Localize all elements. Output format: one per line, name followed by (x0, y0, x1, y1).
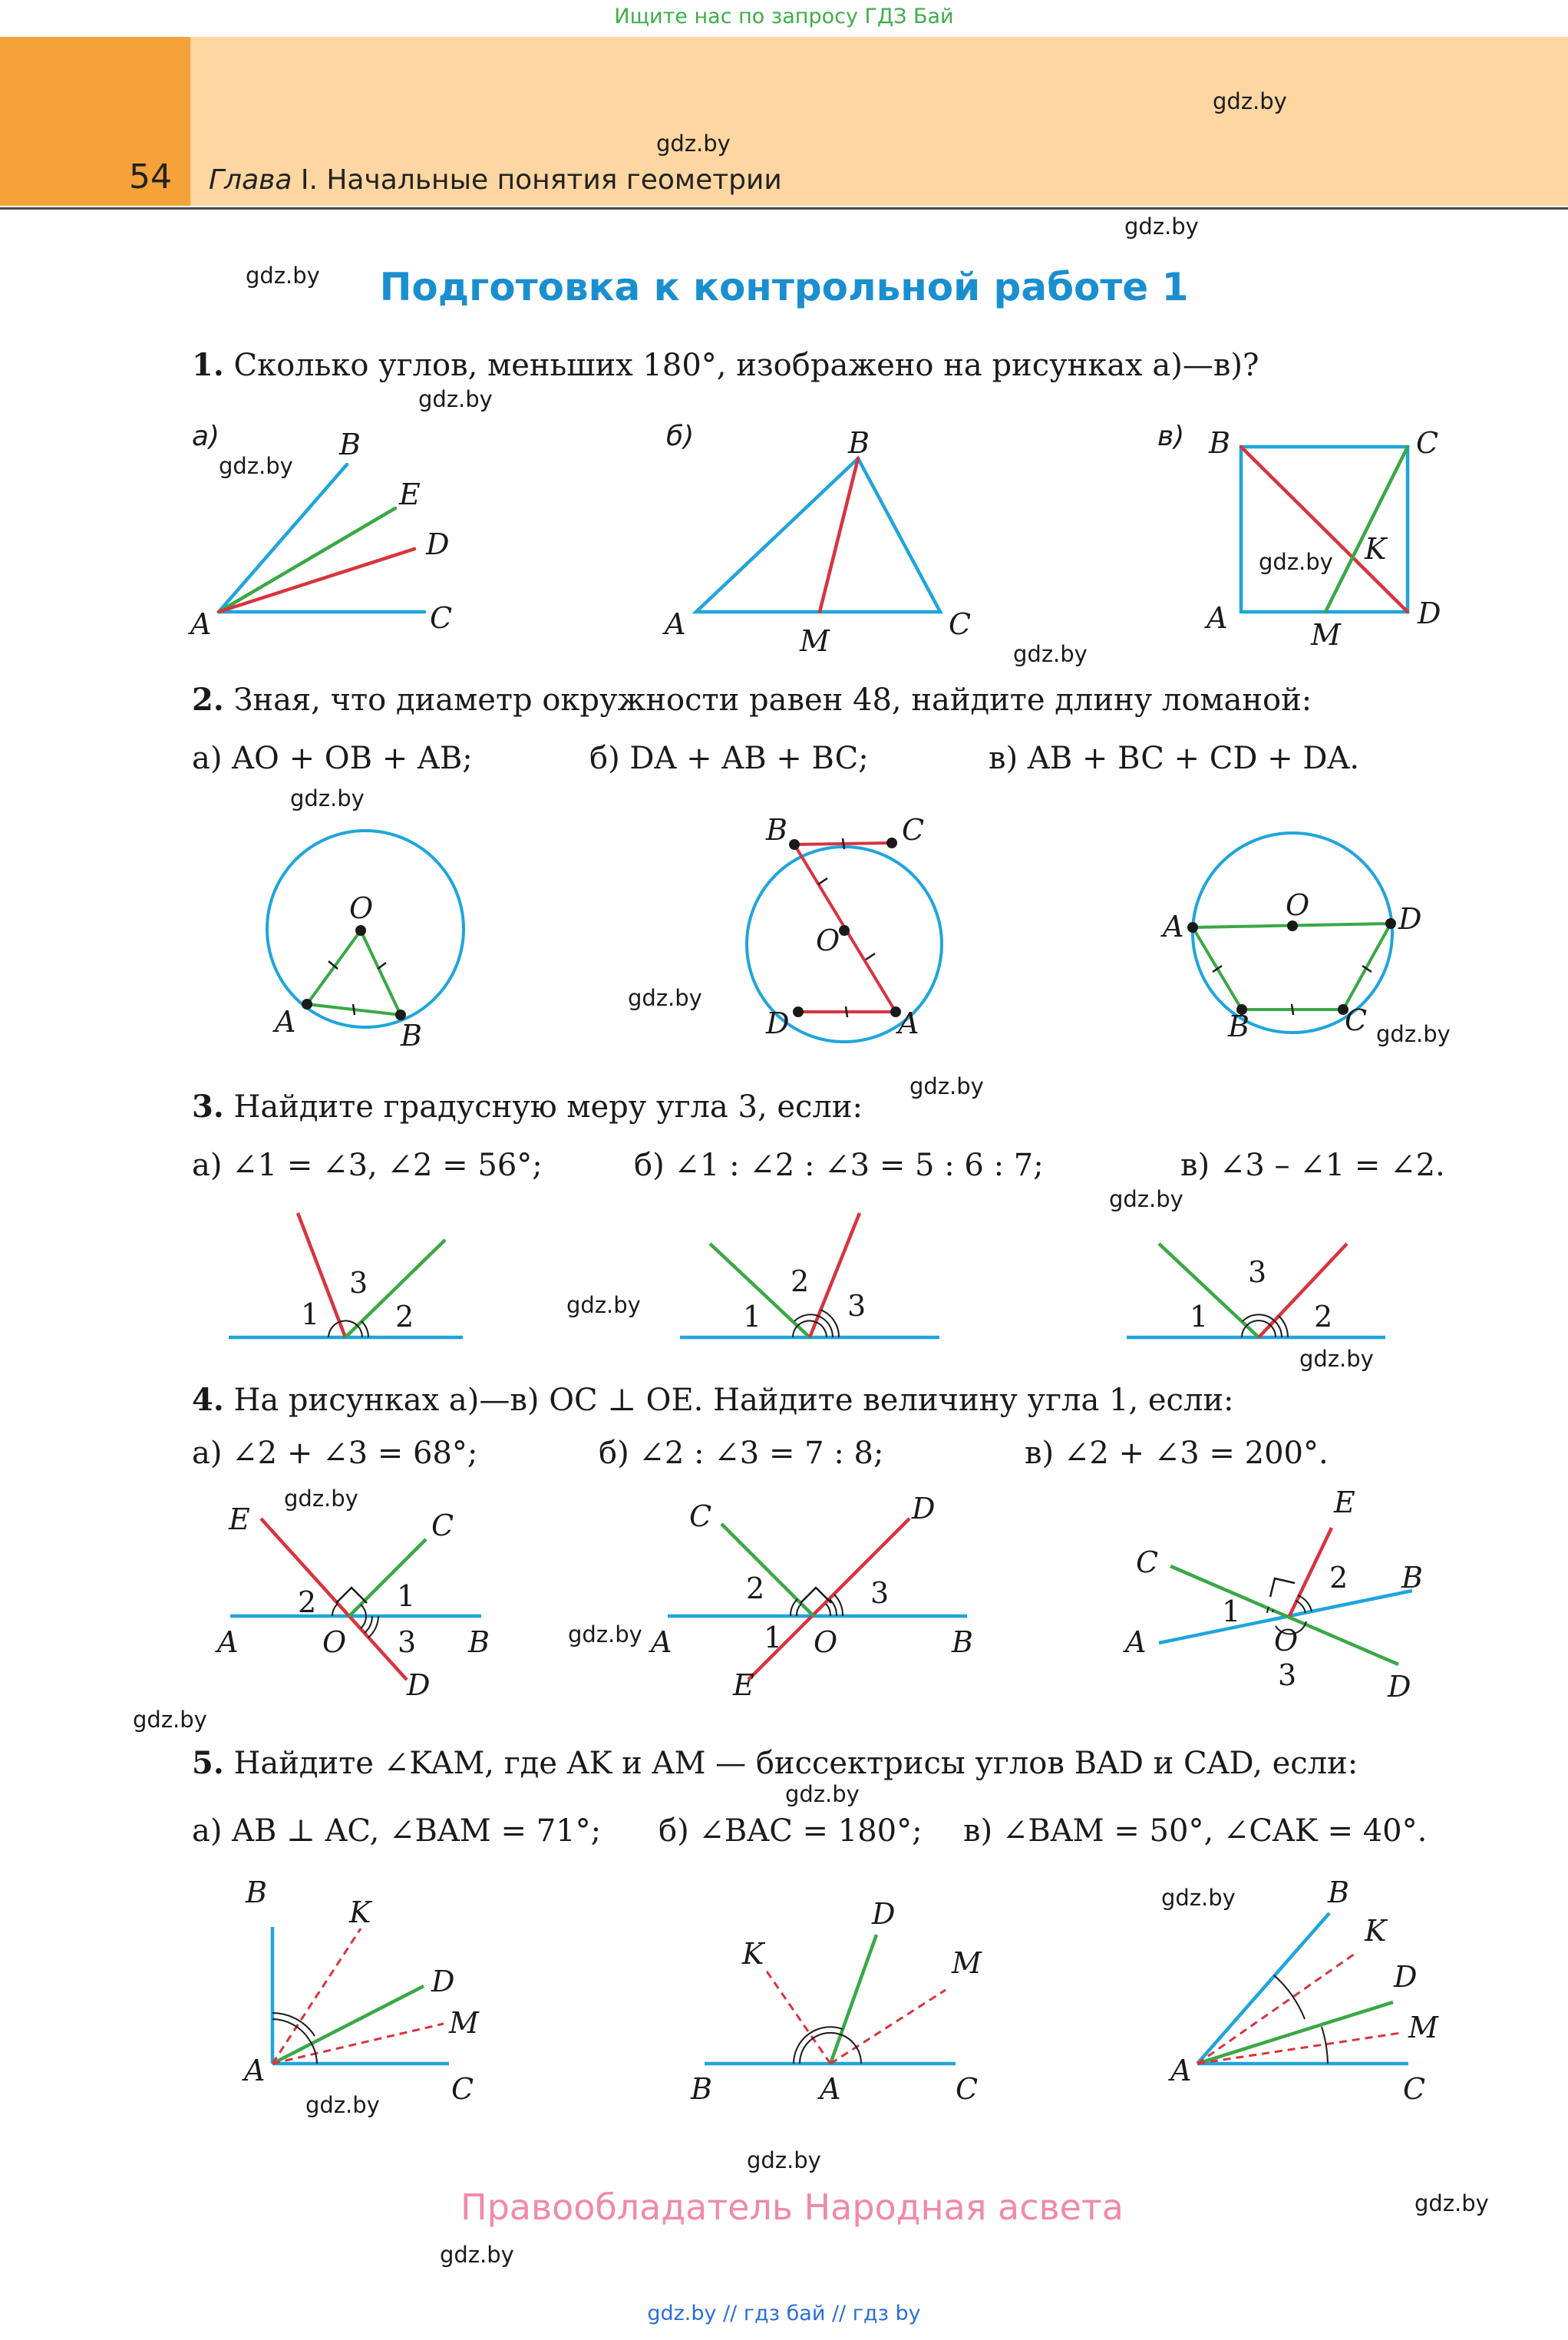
angle-label: 2 (1329, 1561, 1348, 1595)
point-label: A (275, 1005, 296, 1039)
task-number: 3. (192, 1089, 224, 1125)
task-2-sub-c: в) AB + BC + CD + DA. (989, 741, 1360, 776)
task-5-sub-b: б) ∠BAC = 180°; (659, 1813, 923, 1849)
point-label: E (733, 1668, 754, 1702)
figure-label: а) (192, 421, 220, 452)
angle-label: 2 (298, 1585, 317, 1619)
point-label: B (401, 1019, 422, 1053)
angle-label: 2 (746, 1572, 765, 1605)
angle-label: 3 (349, 1266, 368, 1300)
angle-label: 2 (791, 1264, 810, 1298)
copyright-footer: Правообладатель Народная асвета (460, 2186, 1124, 2228)
point-label: B (1328, 1876, 1349, 1909)
point-label: O (322, 1625, 347, 1659)
point-label: D (1418, 597, 1441, 630)
top-banner[interactable]: Ищите нас по запросу ГДЗ Бай (614, 5, 954, 28)
task-number: 4. (192, 1382, 224, 1418)
watermark: gdz.by (284, 1486, 358, 1512)
point-label: K (349, 1895, 371, 1929)
watermark: gdz.by (785, 1781, 860, 1807)
angle-label: 2 (395, 1300, 414, 1334)
point-label: C (689, 1499, 712, 1533)
angle-label: 3 (1278, 1658, 1297, 1692)
watermark: gdz.by (219, 453, 293, 479)
task-text: Найдите градусную меру угла 3, если: (223, 1089, 863, 1125)
point-label: B (1209, 426, 1230, 460)
point-label: B (246, 1876, 267, 1909)
angle-label: 1 (764, 1621, 783, 1654)
point-label: M (952, 1946, 982, 1980)
point-label: A (1207, 601, 1228, 635)
watermark: gdz.by (568, 1621, 642, 1648)
watermark: gdz.by (246, 263, 320, 289)
watermark: gdz.by (1299, 1346, 1374, 1372)
point-label: A (820, 2072, 841, 2106)
watermark: gdz.by (747, 2147, 821, 2173)
point-label: A (1170, 2054, 1192, 2087)
chapter-word: Глава (209, 164, 292, 196)
watermark: gdz.by (566, 1292, 641, 1318)
point-label: O (816, 924, 840, 957)
point-label: D (872, 1897, 896, 1931)
point-label: D (1388, 1670, 1411, 1704)
point-label: D (431, 1965, 455, 1998)
watermark: gdz.by (909, 1073, 984, 1099)
point-label: K (1365, 1914, 1387, 1948)
point-label: B (848, 426, 870, 460)
point-label: O (1286, 888, 1310, 922)
point-label: M (800, 624, 830, 658)
watermark: gdz.by (418, 386, 493, 412)
task-number: 1. (192, 347, 224, 383)
angle-label: 3 (398, 1625, 417, 1659)
watermark: gdz.by (656, 131, 731, 157)
point-label: A (898, 1006, 919, 1040)
point-label: B (1228, 1010, 1249, 1043)
task-4-sub-a: а) ∠2 + ∠3 = 68°; (192, 1436, 478, 1471)
page-number: 54 (129, 157, 172, 197)
figure-label: в) (1157, 421, 1185, 452)
point-label: B (339, 428, 361, 461)
angle-label: 3 (870, 1576, 890, 1610)
angle-label: 1 (301, 1297, 320, 1331)
point-label: A (651, 1625, 672, 1659)
point-label: B (766, 813, 787, 847)
point-label: C (431, 1509, 454, 1542)
angle-label: 1 (397, 1579, 416, 1613)
point-label: B (468, 1625, 490, 1659)
task-4-sub-c: в) ∠2 + ∠3 = 200°. (1025, 1436, 1329, 1471)
task-5-sub-a: а) AB ⊥ AC, ∠BAM = 71°; (192, 1813, 602, 1849)
watermark: gdz.by (1013, 641, 1088, 667)
task-3-sub-b: б) ∠1 : ∠2 : ∠3 = 5 : 6 : 7; (634, 1148, 1044, 1183)
point-label: D (407, 1668, 431, 1702)
task-2-sub-a: а) AO + OB + AB; (192, 741, 473, 776)
point-label: M (1408, 2011, 1438, 2044)
task-text: Зная, что диаметр окружности равен 48, найдите длину ломаной: (223, 682, 1312, 718)
point-label: M (449, 2006, 479, 2040)
point-label: B (1401, 1561, 1423, 1595)
task-2-sub-b: б) DA + AB + BC; (589, 741, 869, 776)
point-label: C (1403, 2072, 1426, 2106)
figure-label: б) (666, 421, 695, 452)
watermark: gdz.by (1376, 1021, 1451, 1047)
watermark: gdz.by (1109, 1186, 1183, 1212)
point-label: E (1334, 1486, 1355, 1519)
watermark: gdz.by (1415, 2190, 1489, 2216)
watermark: gdz.by (1161, 1885, 1236, 1911)
point-label: A (1163, 910, 1184, 944)
point-label: A (1125, 1625, 1147, 1659)
point-label: D (1398, 902, 1422, 936)
watermark: gdz.by (1124, 213, 1199, 240)
point-label: E (229, 1502, 250, 1536)
point-label: C (430, 601, 453, 635)
point-label: D (1394, 1960, 1418, 1994)
point-label: K (742, 1937, 764, 1971)
point-label: A (665, 607, 686, 641)
task-number: 2. (192, 682, 224, 718)
watermark: gdz.by (1213, 88, 1287, 114)
point-label: C (451, 2072, 474, 2106)
section-title: Подготовка к контрольной работе 1 (379, 265, 1189, 309)
point-label: B (691, 2072, 712, 2106)
watermark: gdz.by (305, 2092, 380, 2118)
point-label: O (1274, 1624, 1299, 1658)
point-label: A (190, 607, 212, 641)
task-number: 5. (192, 1745, 224, 1781)
point-label: A (217, 1625, 239, 1659)
angle-label: 2 (1314, 1300, 1333, 1334)
point-label: A (244, 2054, 266, 2087)
watermark: gdz.by (1259, 549, 1333, 575)
point-label: C (1416, 426, 1439, 460)
task-5-sub-c: в) ∠BAM = 50°, ∠CAK = 40°. (963, 1813, 1428, 1849)
angle-label: 1 (1190, 1300, 1209, 1334)
point-label: O (349, 891, 374, 925)
task-4-sub-b: б) ∠2 : ∠3 = 7 : 8; (599, 1436, 884, 1471)
angle-label: 1 (743, 1300, 762, 1334)
point-label: D (426, 527, 450, 561)
watermark: gdz.by (290, 785, 365, 811)
task-text: Сколько углов, меньших 180°, изображено на рисунках а)—в)? (223, 348, 1259, 383)
point-label: C (1345, 1003, 1368, 1037)
angle-label: 3 (847, 1289, 867, 1323)
point-label: B (952, 1625, 973, 1659)
angle-label: 3 (1248, 1255, 1267, 1289)
task-3-sub-a: а) ∠1 = ∠3, ∠2 = 56°; (192, 1148, 543, 1183)
task-text: На рисунках а)—в) OC ⊥ OE. Найдите величину угла 1, если: (223, 1383, 1234, 1418)
task-3-sub-c: в) ∠3 – ∠1 = ∠2. (1180, 1148, 1445, 1183)
point-label: C (956, 2072, 979, 2106)
point-label: D (912, 1492, 936, 1525)
bottom-links[interactable]: gdz.by // гдз бай // гдз by (647, 2302, 921, 2325)
point-label: E (399, 478, 421, 511)
watermark: gdz.by (628, 985, 702, 1011)
point-label: C (1136, 1545, 1159, 1579)
angle-label: 1 (1222, 1595, 1241, 1628)
point-label: M (1311, 618, 1341, 652)
point-label: K (1365, 532, 1387, 566)
point-label: O (814, 1625, 838, 1659)
task-text: Найдите ∠KAM, где AK и AM — биссектрисы углов BAD и CAD, если: (223, 1746, 1358, 1781)
point-label: D (766, 1006, 790, 1040)
chapter-name: I. Начальные понятия геометрии (292, 164, 782, 196)
point-label: C (949, 607, 972, 641)
watermark: gdz.by (440, 2242, 514, 2268)
watermark: gdz.by (133, 1707, 207, 1733)
point-label: C (902, 813, 925, 847)
